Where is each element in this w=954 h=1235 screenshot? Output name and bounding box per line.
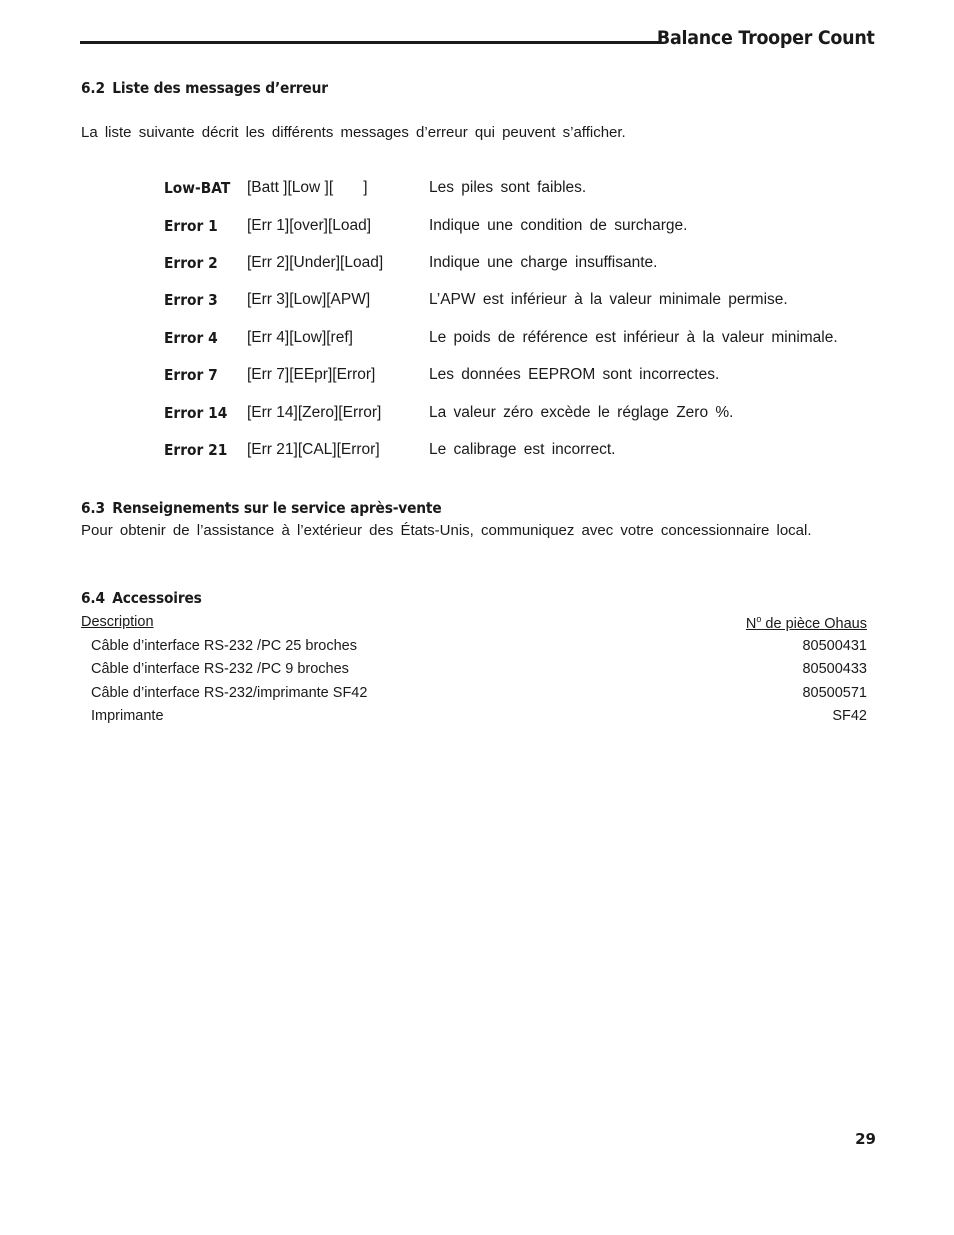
error-display: [Err 3][Low][APW]: [247, 291, 371, 308]
error-display: [Err 21][CAL][Error]: [247, 441, 380, 458]
error-display: [Batt ][Low ][ ]: [247, 179, 368, 196]
error-code: Error 4: [164, 329, 218, 347]
accessory-part-number: 80500571: [802, 685, 867, 701]
accessory-part-number: SF42: [832, 708, 867, 724]
error-description: L’APW est inférieur à la valeur minimale permise.: [429, 291, 788, 308]
error-row: [0, 179, 954, 201]
accessory-part-number: 80500431: [802, 638, 867, 654]
error-display: [Err 14][Zero][Error]: [247, 404, 382, 421]
error-description: Indique une charge insuffisante.: [429, 254, 658, 271]
error-row: [0, 217, 954, 239]
error-description: Le poids de référence est inférieur à la valeur minimale.: [429, 329, 838, 346]
error-display: [Err 7][EEpr][Error]: [247, 366, 376, 383]
error-row: [0, 441, 954, 463]
error-display: [Err 1][over][Load]: [247, 217, 372, 234]
section-title: Accessoires: [112, 589, 202, 607]
error-description: Indique une condition de surcharge.: [429, 217, 688, 234]
number-symbol: $N^o$: [745, 614, 762, 632]
section-number: 6.4: [81, 589, 105, 607]
error-row: [0, 366, 954, 388]
section-title: Liste des messages d’erreur: [112, 79, 328, 97]
error-code: Error 3: [164, 291, 218, 309]
accessories-table-header: [81, 614, 867, 634]
section-6-3-text: Pour obtenir de l’assistance à l’extérieur des États-Unis, communiquez avec votre concessionnaire local.: [81, 522, 812, 539]
accessory-part-number: 80500433: [802, 661, 867, 677]
section-heading-6-2: [81, 79, 328, 97]
error-code: Low-BAT: [164, 179, 231, 197]
header-title: Balance Trooper Count: [657, 27, 875, 49]
accessory-description: Câble d’interface RS-232 /PC 25 broches: [91, 638, 357, 654]
accessory-description: Câble d’interface RS-232/imprimante SF42: [91, 685, 368, 701]
accessory-row: [81, 661, 867, 681]
section-heading-6-4: [81, 589, 202, 607]
error-code: Error 14: [164, 404, 228, 422]
error-code: Error 1: [164, 217, 218, 235]
section-number: 6.3: [81, 499, 105, 517]
error-description: Le calibrage est incorrect.: [429, 441, 616, 458]
accessory-row: [81, 638, 867, 658]
header-rule: [80, 41, 660, 44]
error-description: Les données EEPROM sont incorrectes.: [429, 366, 720, 383]
error-code: Error 2: [164, 254, 218, 272]
error-description: Les piles sont faibles.: [429, 179, 587, 196]
error-row: [0, 254, 954, 276]
section-number: 6.2: [81, 79, 105, 97]
section-6-2-intro: La liste suivante décrit les différents messages d’erreur qui peuvent s’afficher.: [81, 124, 626, 141]
section-title: Renseignements sur le service après-vente: [112, 499, 442, 517]
page-number: 29: [855, 1130, 876, 1148]
column-header-part-number: $N^o$ de pièce Ohaus: [745, 614, 867, 632]
error-description: La valeur zéro excède le réglage Zero %.: [429, 404, 734, 421]
error-display: [Err 4][Low][ref]: [247, 329, 353, 346]
accessory-description: Câble d’interface RS-232 /PC 9 broches: [91, 661, 349, 677]
section-heading-6-3: [81, 499, 442, 517]
error-row: [0, 404, 954, 426]
accessory-description: Imprimante: [91, 708, 164, 724]
error-display: [Err 2][Under][Load]: [247, 254, 384, 271]
error-row: [0, 329, 954, 351]
accessory-row: [81, 685, 867, 705]
column-header-description: Description: [81, 614, 154, 630]
error-code: Error 21: [164, 441, 228, 459]
error-code: Error 7: [164, 366, 218, 384]
error-row: [0, 291, 954, 313]
accessory-row: [81, 708, 867, 728]
